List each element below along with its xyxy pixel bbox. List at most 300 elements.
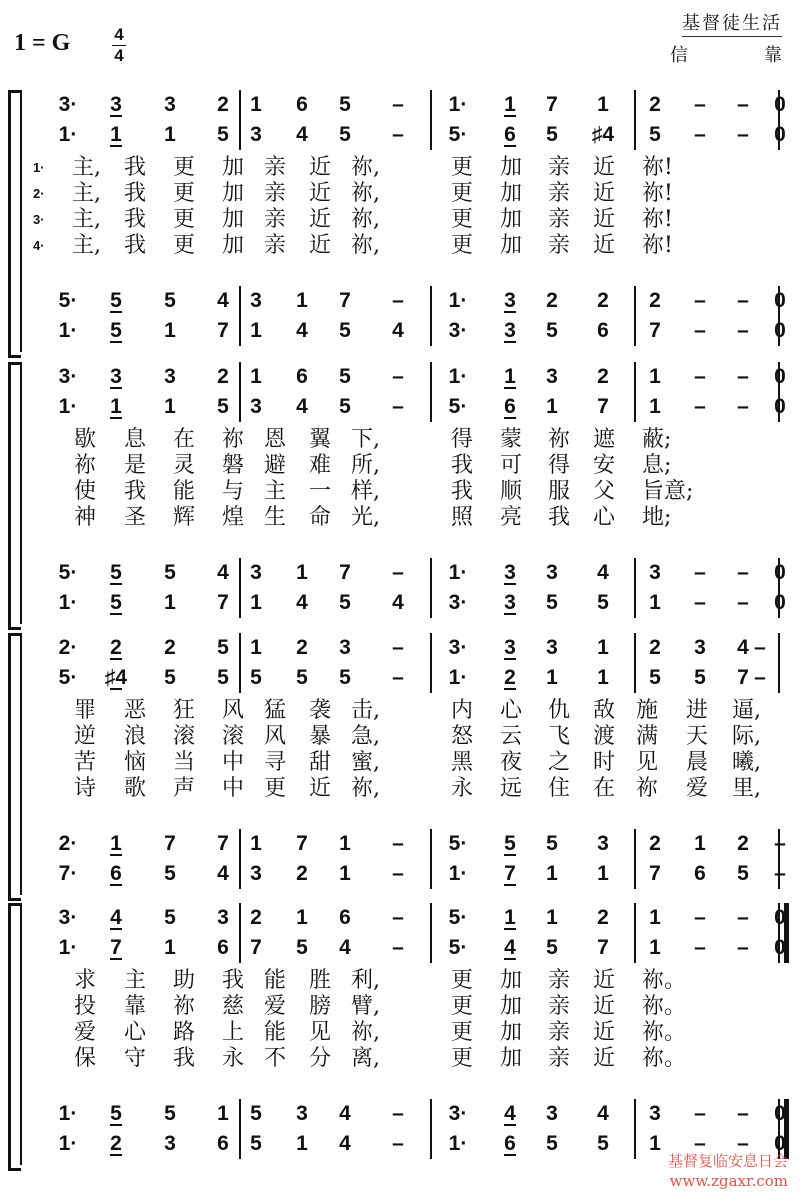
verse-number: 2· (33, 186, 45, 201)
lyric-char: 我 (123, 155, 146, 180)
lyric-line (0, 725, 800, 749)
lyric-char: 守 (123, 1046, 146, 1071)
system (0, 633, 800, 901)
note: 5 (217, 666, 229, 689)
lyric-line (0, 995, 800, 1019)
note: 3 (164, 1132, 176, 1155)
lyric-char: 更 (450, 155, 473, 180)
note: 2 (597, 365, 609, 388)
lyric-char: 更 (263, 776, 286, 801)
time-signature (112, 26, 126, 65)
note: 1· (58, 591, 78, 614)
note: 4 (217, 862, 229, 885)
lyric-char: 风 (221, 698, 244, 723)
note: 0 (774, 93, 786, 116)
meter-bottom: 4 (114, 46, 124, 65)
lyric-char: 加 (499, 1046, 522, 1071)
lyric-char: 亲 (263, 207, 286, 232)
lyric-char: 近 (592, 233, 615, 258)
note: 3 (498, 286, 522, 316)
note: 5 (649, 666, 661, 689)
note: – (392, 936, 404, 959)
lyric-char: 近 (592, 994, 615, 1019)
lyric-char: 胜 (308, 968, 331, 993)
notation-row (0, 859, 800, 889)
note: 6 (217, 1132, 229, 1155)
note: 4 (217, 561, 229, 584)
note: 1· (448, 561, 468, 584)
lyric-line (0, 777, 800, 801)
note: 5 (164, 1102, 176, 1125)
lyric-char: 祢! (642, 233, 673, 258)
note: 1· (448, 862, 468, 885)
lyric-char: 远 (499, 776, 522, 801)
note: – (694, 395, 706, 418)
lyric-line (0, 208, 800, 232)
lyric-char: 加 (221, 155, 244, 180)
lyric-char: 逼, (732, 698, 761, 723)
lyric-char: 苦 (73, 750, 96, 775)
note: – (392, 1102, 404, 1125)
note: 1 (546, 906, 558, 929)
lyric-char: 祢。 (642, 994, 687, 1019)
note: 3 (250, 561, 262, 584)
note: – (737, 591, 749, 614)
lyric-char: 飞 (547, 724, 570, 749)
lyric-char: 近 (308, 207, 331, 232)
lyric-char: 永 (450, 776, 473, 801)
note: 1 (296, 906, 308, 929)
lyric-char: 加 (499, 207, 522, 232)
note: – (737, 936, 749, 959)
lyric-char: 怒 (450, 724, 473, 749)
lyric-char: 晨 (685, 750, 708, 775)
key-signature: 1 = G (14, 30, 71, 56)
note: 3 (296, 1102, 308, 1125)
lyric-char: 击, (351, 698, 380, 723)
lyric-char: 近 (592, 155, 615, 180)
note: – (694, 561, 706, 584)
note: – (737, 365, 749, 388)
note: 4 (296, 395, 308, 418)
lyric-line (0, 454, 800, 478)
lyric-char: 膀 (308, 994, 331, 1019)
note: – (694, 93, 706, 116)
lyric-char: 云 (499, 724, 522, 749)
lyric-char: 滚 (221, 724, 244, 749)
note: 5 (339, 123, 351, 146)
note: – (694, 1132, 706, 1155)
lyric-char: 助 (172, 968, 195, 993)
note: 3 (694, 636, 706, 659)
note: 3 (217, 906, 229, 929)
lyric-char: 更 (450, 1020, 473, 1045)
lyric-char: 翼 (308, 427, 331, 452)
lyric-char: 服 (547, 479, 570, 504)
note: 2 (250, 906, 262, 929)
note: 5 (546, 1132, 558, 1155)
lyric-char: 浪 (123, 724, 146, 749)
lyric-line (0, 1047, 800, 1071)
note: 5 (250, 1132, 262, 1155)
note: 5 (164, 862, 176, 885)
lyric-line (0, 506, 800, 530)
note: 1 (649, 936, 661, 959)
note: 3· (448, 319, 468, 342)
note: – (737, 289, 749, 312)
note: 1 (546, 395, 558, 418)
note: 7· (58, 862, 78, 885)
lyric-char: 主 (123, 968, 146, 993)
note: – (392, 1132, 404, 1155)
note: 1 (546, 666, 558, 689)
note: – (737, 123, 749, 146)
note: 3 (339, 636, 351, 659)
note: 5 (164, 666, 176, 689)
note: – (392, 561, 404, 584)
note: 5 (737, 862, 749, 885)
note: 2 (649, 832, 661, 855)
note: 3 (250, 123, 262, 146)
note: 3 (546, 636, 558, 659)
note: 1 (250, 832, 262, 855)
lyric-char: 主, (72, 155, 101, 180)
note: – (392, 365, 404, 388)
note: 5· (448, 832, 468, 855)
note: 1 (339, 862, 351, 885)
note: 1 (296, 1132, 308, 1155)
lyric-char: 祢 (172, 994, 195, 1019)
note: 7 (597, 936, 609, 959)
note: 5 (296, 666, 308, 689)
lyric-char: 更 (450, 233, 473, 258)
lyric-char: 近 (592, 181, 615, 206)
notation-row (0, 633, 800, 663)
note: 4 (392, 319, 404, 342)
lyric-char: 祢! (642, 181, 673, 206)
notation-row (0, 663, 800, 693)
lyric-char: 更 (172, 233, 195, 258)
note: 5 (546, 832, 558, 855)
note: – (737, 906, 749, 929)
note: 7 (649, 862, 661, 885)
note: 5· (448, 395, 468, 418)
note: 1 (498, 362, 522, 392)
lyric-char: 靠 (123, 994, 146, 1019)
lyric-char: 离, (351, 1046, 380, 1071)
lyric-line (0, 234, 800, 258)
lyric-char: 永 (221, 1046, 244, 1071)
note: 5 (217, 636, 229, 659)
note: 1 (217, 1102, 229, 1125)
lyric-char: 心 (499, 698, 522, 723)
lyric-char: 袭 (308, 698, 331, 723)
watermark-line-2: www.zgaxr.com (669, 1172, 788, 1190)
note: 7 (737, 666, 749, 689)
note: 5· (58, 289, 78, 312)
note: 1 (250, 93, 262, 116)
lyric-char: 亲 (547, 207, 570, 232)
lyric-char: 曦, (732, 750, 761, 775)
note: 1 (250, 319, 262, 342)
note: 7 (498, 859, 522, 889)
note: 5 (339, 365, 351, 388)
note: 1· (58, 1132, 78, 1155)
note: 3 (649, 561, 661, 584)
note: 0 (774, 936, 786, 959)
lyric-char: 煌 (221, 505, 244, 530)
note: ♯4 (591, 123, 615, 146)
note: 6 (339, 906, 351, 929)
lyric-char: 照 (450, 505, 473, 530)
lyric-char: 进 (685, 698, 708, 723)
lyric-char: 住 (547, 776, 570, 801)
note: 3 (104, 362, 128, 392)
lyric-char: 亲 (263, 155, 286, 180)
lyric-char: 在 (172, 427, 195, 452)
verse-number: 3· (33, 212, 45, 227)
note: 1 (597, 666, 609, 689)
lyric-char: 加 (499, 1020, 522, 1045)
note: 3 (104, 90, 128, 120)
note: 5 (498, 829, 522, 859)
lyric-char: 慈 (221, 994, 244, 1019)
note: 5 (546, 319, 558, 342)
lyric-char: 亲 (547, 155, 570, 180)
lyric-char: 得 (547, 453, 570, 478)
note: – (737, 93, 749, 116)
lyric-char: 渡 (592, 724, 615, 749)
note: 1 (649, 1132, 661, 1155)
note: – (694, 319, 706, 342)
note: 0 (774, 1102, 786, 1125)
lyric-char: 爱 (263, 994, 286, 1019)
note: 5 (694, 666, 706, 689)
note: 0 (774, 591, 786, 614)
note: – (694, 936, 706, 959)
note: 4 (597, 561, 609, 584)
lyric-char: 近 (308, 233, 331, 258)
note: 3 (164, 93, 176, 116)
lyric-char: 加 (499, 994, 522, 1019)
note: 0 (774, 906, 786, 929)
note: 1 (694, 832, 706, 855)
note: 2 (104, 1129, 128, 1159)
lyric-char: 加 (499, 155, 522, 180)
note: 7 (164, 832, 176, 855)
note: 5 (339, 591, 351, 614)
note: 1 (104, 392, 128, 422)
lyric-char: 息; (642, 453, 672, 478)
lyric-char: 主, (72, 181, 101, 206)
lyric-char: 亲 (547, 994, 570, 1019)
note: 2 (164, 636, 176, 659)
lyric-char: 急, (351, 724, 380, 749)
lyric-char: 圣 (123, 505, 146, 530)
lyric-char: 爱 (685, 776, 708, 801)
note: 5 (546, 936, 558, 959)
note: 4 (296, 319, 308, 342)
lyric-char: 加 (499, 968, 522, 993)
lyric-char: 狂 (172, 698, 195, 723)
lyric-char: 诗 (73, 776, 96, 801)
lyric-char: 内 (450, 698, 473, 723)
lyric-char: 加 (499, 233, 522, 258)
note: 1· (58, 395, 78, 418)
note: 7 (339, 561, 351, 584)
lyric-char: 加 (499, 181, 522, 206)
lyric-char: 更 (450, 207, 473, 232)
note: 0 (774, 289, 786, 312)
verse-number: 1· (33, 160, 45, 175)
note: – (774, 832, 786, 855)
lyric-char: 使 (73, 479, 96, 504)
note: 1 (104, 120, 128, 150)
note: 2 (498, 663, 522, 693)
note: 2 (597, 289, 609, 312)
lyric-line (0, 699, 800, 723)
note: – (694, 591, 706, 614)
note: 7 (649, 319, 661, 342)
notation-row (0, 933, 800, 963)
note: – (392, 906, 404, 929)
lyric-char: 心 (592, 505, 615, 530)
notation-row (0, 120, 800, 150)
lyric-char: 夜 (499, 750, 522, 775)
note: 1 (164, 395, 176, 418)
lyric-char: 天 (685, 724, 708, 749)
lyric-char: 更 (172, 207, 195, 232)
note: 3· (448, 636, 468, 659)
note: ♯4 (104, 663, 128, 693)
note: 6 (217, 936, 229, 959)
lyric-char: 祢, (351, 155, 380, 180)
note: 5 (597, 591, 609, 614)
note: 2 (649, 93, 661, 116)
lyric-char: 时 (592, 750, 615, 775)
note: 5 (296, 936, 308, 959)
lyric-char: 顺 (499, 479, 522, 504)
lyric-char: 在 (592, 776, 615, 801)
lyric-char: 祢! (642, 155, 673, 180)
note: 1· (448, 1132, 468, 1155)
note: 3 (250, 395, 262, 418)
note: 5· (448, 936, 468, 959)
note: 6 (104, 859, 128, 889)
lyric-char: 辉 (172, 505, 195, 530)
lyric-char: 生 (263, 505, 286, 530)
note: 3 (164, 365, 176, 388)
note: 1· (58, 123, 78, 146)
note: 1 (296, 289, 308, 312)
lyric-line (0, 428, 800, 452)
note: – (392, 395, 404, 418)
lyric-char: 灵 (172, 453, 195, 478)
lyric-char: 祢, (351, 181, 380, 206)
lyric-char: 亲 (263, 233, 286, 258)
note: 2· (58, 636, 78, 659)
note: 7 (250, 936, 262, 959)
lyric-char: 亲 (547, 1046, 570, 1071)
note: 4 (296, 591, 308, 614)
note: 2· (58, 832, 78, 855)
note: 7 (104, 933, 128, 963)
lyric-char: 更 (172, 181, 195, 206)
note: 1 (498, 90, 522, 120)
note: 0 (774, 365, 786, 388)
lyric-char: 我 (221, 968, 244, 993)
notation-row (0, 588, 800, 618)
lyric-char: 加 (221, 233, 244, 258)
lyric-char: 更 (172, 155, 195, 180)
note: 3· (58, 906, 78, 929)
lyric-char: 我 (123, 207, 146, 232)
note: 1· (58, 936, 78, 959)
lyric-char: 祢 (635, 776, 658, 801)
note: 5 (250, 1102, 262, 1125)
lyric-char: 可 (499, 453, 522, 478)
note: 5 (104, 1099, 128, 1129)
lyric-char: 我 (172, 1046, 195, 1071)
lyric-char: 能 (172, 479, 195, 504)
note: 2 (597, 906, 609, 929)
lyric-char: 祢, (351, 233, 380, 258)
lyric-char: 利, (351, 968, 380, 993)
lyric-char: 能 (263, 968, 286, 993)
lyric-char: 上 (221, 1020, 244, 1045)
lyric-char: 保 (73, 1046, 96, 1071)
note: 3 (498, 588, 522, 618)
note: 6 (597, 319, 609, 342)
note: 4 (296, 123, 308, 146)
meter-top: 4 (114, 25, 124, 44)
lyric-char: 臂, (351, 994, 380, 1019)
lyric-char: 祢 (547, 427, 570, 452)
note: 7 (217, 591, 229, 614)
note: 1 (164, 591, 176, 614)
lyric-char: 样, (351, 479, 380, 504)
note: 4 (339, 1132, 351, 1155)
note: 5· (448, 906, 468, 929)
note: – (392, 289, 404, 312)
lyric-char: 爱 (73, 1020, 96, 1045)
credit-char-1: 信 (670, 45, 688, 66)
lyric-char: 心 (123, 1020, 146, 1045)
note: 5 (164, 906, 176, 929)
lyric-char: 亲 (547, 181, 570, 206)
note: 3 (498, 558, 522, 588)
note: 7 (217, 319, 229, 342)
note: – (737, 319, 749, 342)
lyric-char: 祢, (351, 207, 380, 232)
lyric-char: 施 (635, 698, 658, 723)
lyric-char: 风 (263, 724, 286, 749)
note: 5 (104, 286, 128, 316)
note: 3 (546, 365, 558, 388)
note: 5 (546, 591, 558, 614)
note: 7 (339, 289, 351, 312)
lyric-char: 蒙 (499, 427, 522, 452)
lyric-char: 更 (450, 181, 473, 206)
lyric-char: 祢。 (642, 1046, 687, 1071)
note: 1· (448, 289, 468, 312)
lyric-char: 近 (592, 207, 615, 232)
lyric-char: 地; (642, 505, 672, 530)
note: 0 (774, 561, 786, 584)
note: 5 (339, 666, 351, 689)
lyric-char: 祢。 (642, 968, 687, 993)
lyric-char: 蜜, (351, 750, 380, 775)
